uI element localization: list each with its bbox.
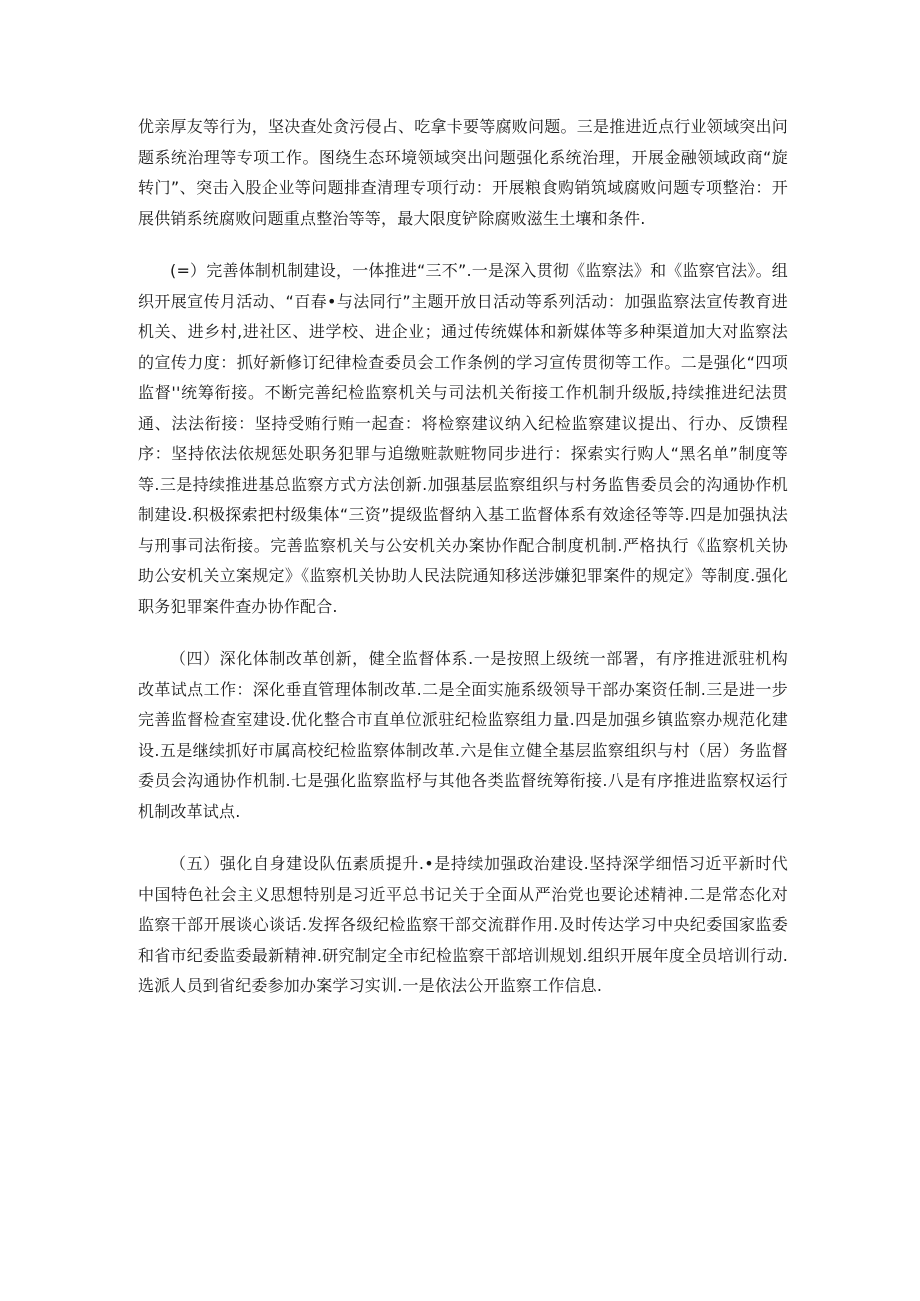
paragraph-1: 优亲厚友等行为，坚决查处贪污侵占、吃拿卡要等腐败问题。三是推进近点行业领域突出问题系统治理等专项工作。图绕生态环境领域突出问题强化系统治理，开展金融领域政商“旋转门”、突击入股企业等问题排查清理专项行动：开展粮食购销筑域腐败问题专项整治：开展供销系统腐败问题重点整治等等，最大限度铲除腐败滋生土壤和条件. (138, 117, 788, 228)
document-body (138, 112, 788, 1024)
paragraph-2: (=）完善体制机制建设，一体推进“三不”.一是深入贯彻《监察法》和《监察官法》。组织开展宣传月活动、“百春•与法同行”主题开放日活动等系列活动：加强监察法宣传教育进机关、进乡村,进社区、进学校、进企业；通过传统媒体和新媒体等多种渠道加大对监察法的宣传力度：抓好新修订纪律检查委员会工作条例的学习宣传贯彻等工作。二是强化“四项监督''统筹衔接。不断完善纪检监察机关与司法机关衔接工作机制升级版,持续推进纪法贯通、法法衔接：坚持受贿行贿一起查：将检察建议纳入纪检监察建议提出、行办、反馈程序：坚持依法依规惩处职务犯罪与追缴赃款赃物同步进行：探索实行购人“黑名单”制度等等.三是持续推进基总监察方式方法创新.加强基层监察组织与村务监售委员会的沟通协作机制建设.积极探索把村级集体“三资”提级监督纳入基工监督体系有效途径等等.四是加强执法与刑事司法衔接。完善监察机关与公安机关办案协作配合制度机制.严格执行《监察机关协助公安机关立案规定》《监察机关协助人民法院通知移送涉嫌犯罪案件的规定》等制度.强化职务犯罪案件查办协作配合. (138, 261, 788, 616)
paragraph-3: （四）深化体制改革创新，健全监督体系.一是按照上级统一部署，有序推进派驻机构改革试点工作：深化垂直管理体制改革.二是全面实施系级领导干部办案资任制.三是进一步完善监督检查室建设.优化整合市直单位派驻纪检监察组力量.四是加强乡镇监察办规范化建设.五是继续抓好市属高校纪检监察体制改革.六是隹立健全基层监察组织与村（居）务监督委员会沟通协作机制.七是强化监察监杼与其他各类监督统筹衔接.八是有序推进监察权运行机制改革试点. (138, 649, 788, 821)
paragraph-4: （五）强化自身建设队伍素质提升.•是持续加强政治建设.坚持深学细悟习近平新时代中国特色社会主义思想特别是习近平总书记关于全面从严治党也要论述精神.二是常态化对监察干部开展谈心谈话.发挥各级纪检监察干部交流群作用.及时传达学习中央纪委国家监委和省市纪委监委最新精神.研究制定全市纪检监察干部培训规划.组织开展年度全员培训行动.选派人员到省纪委参加办案学习实训.一是依法公开监察工作信息. (138, 854, 788, 995)
